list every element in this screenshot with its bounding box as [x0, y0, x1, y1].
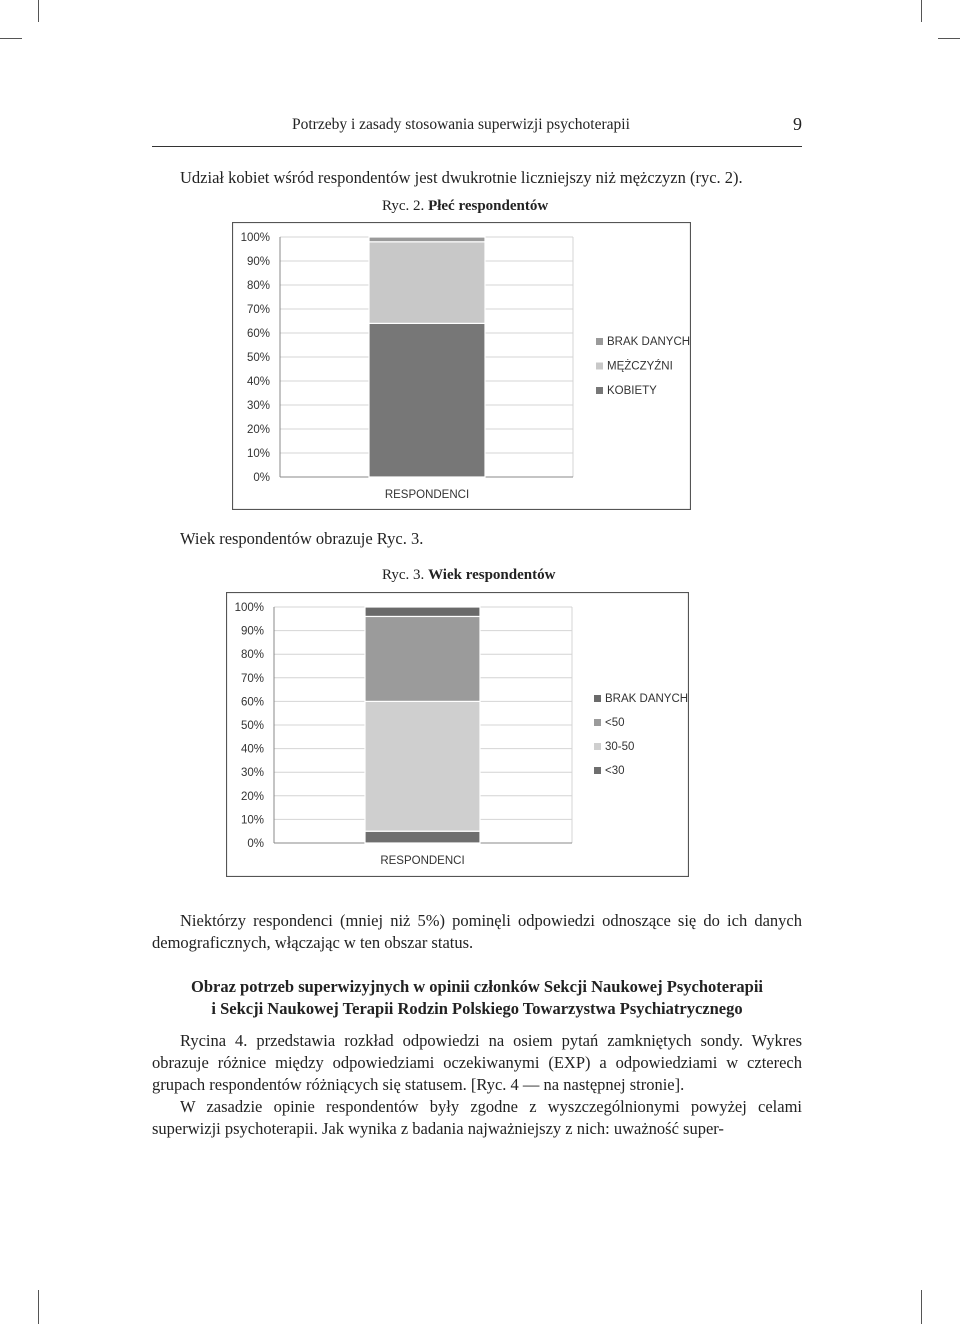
legend-swatch [594, 719, 601, 726]
legend-swatch [596, 363, 603, 370]
age-chart [226, 592, 689, 877]
y-tick-label: 0% [247, 838, 264, 850]
y-tick-label: 20% [240, 790, 264, 803]
bar-segment [369, 323, 485, 477]
crop-mark [38, 0, 39, 22]
legend-label: KOBIETY [607, 385, 657, 397]
y-tick-label: 10% [246, 448, 270, 460]
paragraph-conclusions: W zasadzie opinie respondentów były zgodne z wyszczególnionymi powyżej celami superwizji psychoterapii. Jak wynika z badania najważniejszy z nich: uważność super- [152, 1097, 802, 1138]
section-heading-line: Obraz potrzeb superwizyjnych w opinii członków Sekcji Naukowej Psychoterapii [191, 977, 763, 996]
y-tick-label: 80% [240, 649, 264, 662]
paragraph-gender: Udział kobiet wśród respondentów jest dwukrotnie liczniejszy niż mężczyzn (ryc. 2). [180, 168, 743, 187]
gender-chart [232, 222, 691, 510]
y-tick-label: 50% [240, 720, 264, 732]
legend-label: BRAK DANYCH [605, 693, 689, 705]
section-heading-line: i Sekcji Naukowej Terapii Rodzin Polskiego Towarzystwa Psychiatrycznego [211, 999, 743, 1018]
legend-label: <30 [605, 765, 625, 777]
y-tick-label: 40% [240, 743, 264, 756]
legend-swatch [594, 767, 601, 774]
legend-swatch [596, 387, 603, 394]
y-tick-label: 90% [246, 256, 270, 268]
paragraph-age: Wiek respondentów obrazuje Ryc. 3. [180, 529, 424, 548]
y-tick-label: 90% [240, 625, 264, 638]
y-tick-label: 40% [246, 376, 270, 388]
figure-caption-3 [382, 567, 555, 584]
figure-caption-2 [382, 198, 548, 215]
figure-title: Wiek respondentów [428, 567, 556, 583]
y-tick-label: 70% [246, 304, 270, 316]
legend-swatch [594, 743, 601, 750]
legend-label: MĘŻCZYŹNI [607, 360, 673, 373]
bar-segment [369, 242, 485, 324]
y-tick-label: 100% [234, 602, 264, 614]
legend-swatch [596, 338, 603, 345]
y-tick-label: 60% [240, 696, 264, 709]
y-tick-label: 70% [240, 672, 264, 685]
paragraph-figure4: Rycina 4. przedstawia rozkład odpowiedzi na osiem pytań zamkniętych sondy. Wykres obrazuje różnice między odpowiedziami oczekiwanymi (EXP) a odpowiedziami w czterech grupach respondentów różniących się statusem. [Ryc. 4 — na następnej stronie]. [152, 1031, 802, 1094]
page-number: 9 [793, 114, 802, 134]
y-tick-label: 10% [240, 814, 264, 827]
legend-label: BRAK DANYCH [607, 336, 691, 348]
bar-segment [365, 607, 480, 616]
y-tick-label: 0% [253, 472, 270, 484]
running-title: Potrzeby i zasady stosowania superwizji psychoterapii [292, 116, 630, 133]
y-tick-label: 20% [246, 424, 270, 436]
paragraph-missing-data: Niektórzy respondenci (mniej niż 5%) pominęli odpowiedzi odnoszące się do ich danych demograficznych, włączając w ten obszar status. [152, 911, 802, 952]
figure-title: Płeć respondentów [428, 198, 549, 214]
crop-mark [921, 1290, 922, 1324]
crop-mark [38, 1290, 39, 1324]
bar-segment [365, 701, 480, 831]
legend-swatch [594, 695, 601, 702]
x-category-label: RESPONDENCI [380, 855, 465, 867]
crop-mark [938, 38, 960, 39]
y-tick-label: 50% [246, 352, 270, 364]
y-tick-label: 30% [240, 767, 264, 780]
figure-prefix: Ryc. 2. [382, 198, 425, 214]
bar-segment [369, 237, 485, 242]
y-tick-label: 30% [246, 400, 270, 412]
y-tick-label: 60% [246, 328, 270, 340]
bar-segment [365, 616, 480, 701]
legend-label: 30-50 [605, 741, 635, 753]
x-category-label: RESPONDENCI [384, 489, 470, 501]
legend-label: <50 [605, 717, 625, 729]
y-tick-label: 100% [240, 232, 270, 244]
crop-mark [921, 0, 922, 22]
header-rule [152, 146, 802, 147]
section-heading [152, 976, 802, 1020]
bar-segment [365, 831, 480, 843]
crop-mark [0, 38, 22, 39]
figure-prefix: Ryc. 3. [382, 567, 425, 583]
y-tick-label: 80% [246, 280, 270, 292]
